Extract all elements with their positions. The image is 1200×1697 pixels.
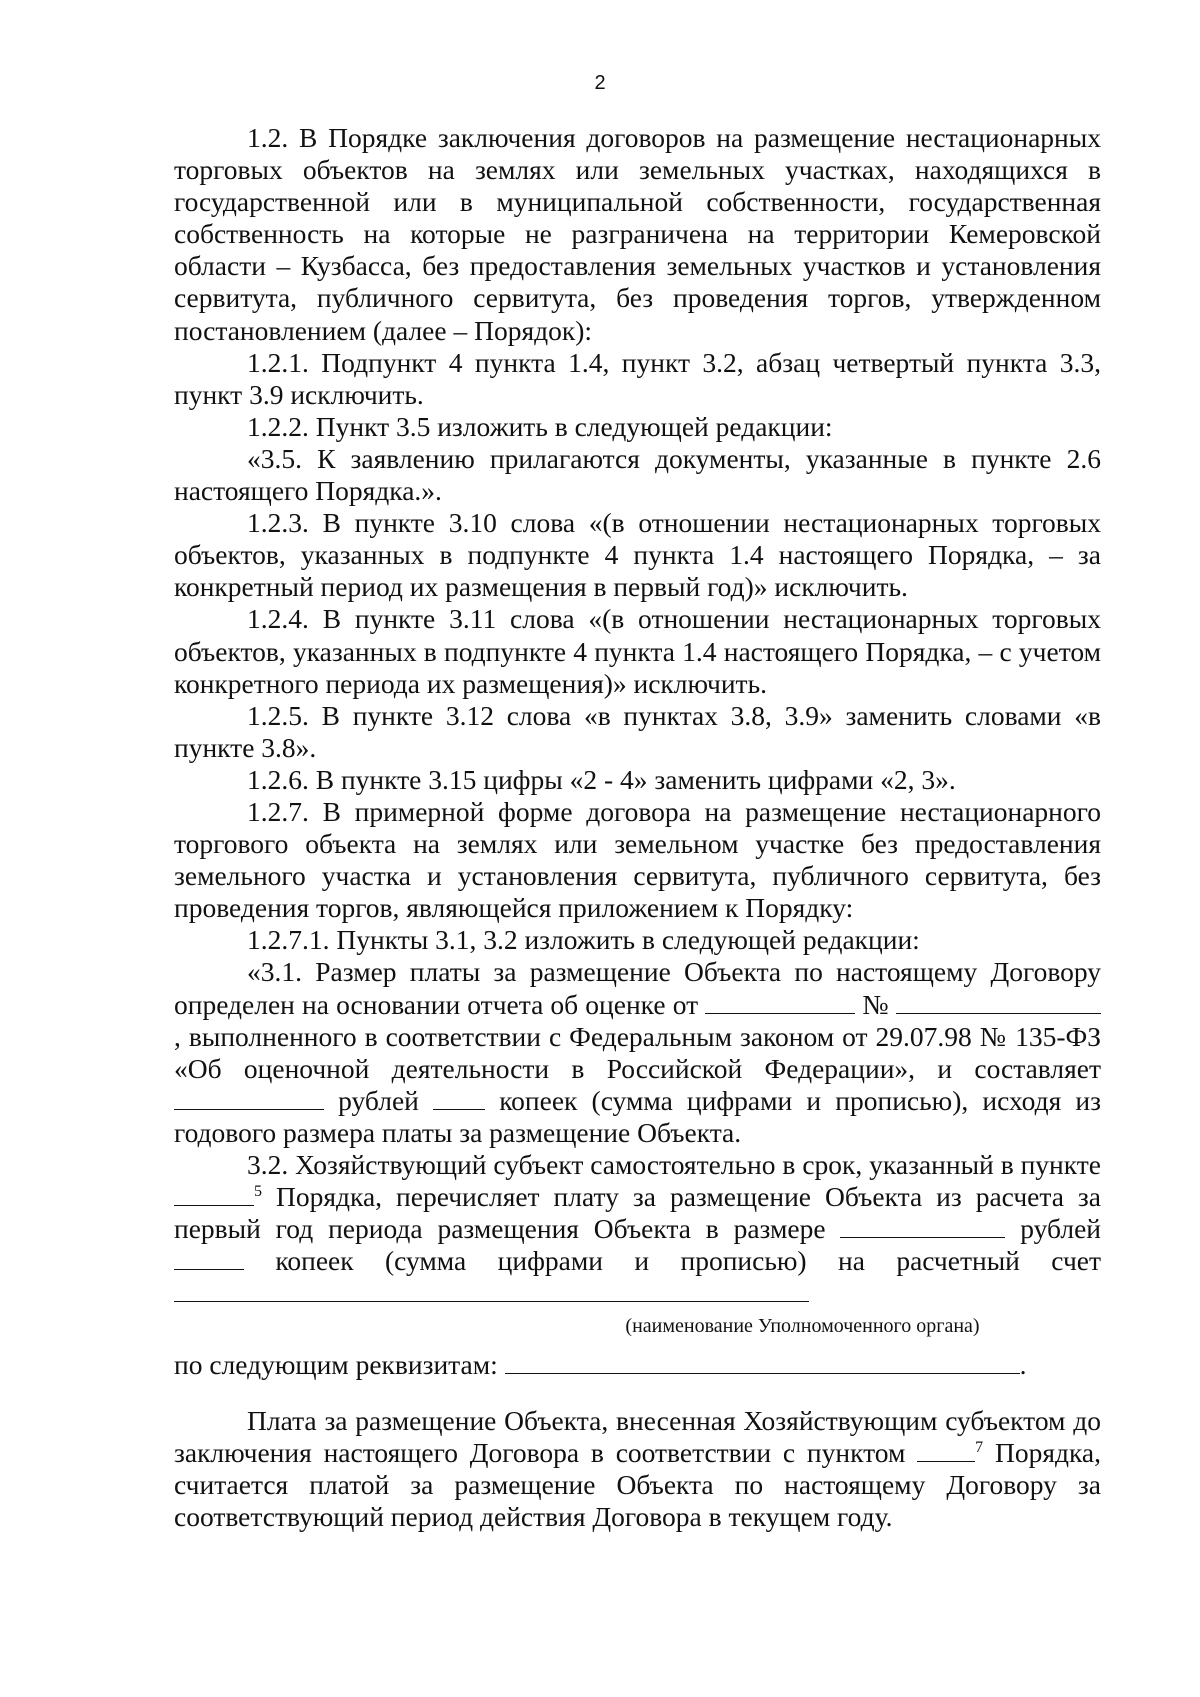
clause-3-2-text-2: Порядка, перечисляет плату за размещение Объекта из расчета за первый год периода размещения Объекта в размере [174, 1181, 1101, 1245]
requisites-label: по следующим реквизитам: [174, 1349, 498, 1381]
paragraph-1-2-7-1: 1.2.7.1. Пункты 3.1, 3.2 изложить в следующей редакции: [247, 924, 920, 956]
paragraph-1-2-6: 1.2.6. В пункте 3.15 цифры «2 - 4» заменить цифрами «2, 3». [247, 763, 956, 795]
document-body [174, 122, 1101, 1533]
first-year-rubles-blank[interactable] [840, 1214, 1005, 1238]
first-year-kopecks-blank[interactable] [174, 1246, 244, 1270]
clause-3-1-text-2: , выполненного в соответствии с Федеральным законом от 29.07.98 № 135-ФЗ «Об оценочной деятельности в Российской Федерации», и составляет [174, 1020, 1101, 1084]
paragraph-1-2-5: 1.2.5. В пункте 3.12 слова «в пунктах 3.8, 3.9» заменить словами «в пункте 3.8». [174, 699, 1101, 763]
paragraph-1-2-3: 1.2.3. В пункте 3.10 слова «(в отношении нестационарных торговых объектов, указанных в подпункте 4 пункта 1.4 настоящего Порядка, – за конкретный период их размещения в первый год)» исключить. [174, 507, 1101, 603]
account-blank[interactable] [174, 1278, 809, 1302]
final-text-2: Порядка, считается платой за размещение Объекта по настоящему Договору за соответствующий период действия Договора в текущем году. [174, 1436, 1102, 1532]
paragraph-1-2-4: 1.2.4. В пункте 3.11 слова «(в отношении нестационарных торговых объектов, указанных в подпункте 4 пункта 1.4 настоящего Порядка, – с учетом конкретного периода их размещения)» исключить. [174, 603, 1101, 699]
footnote-5: 5 [254, 1182, 262, 1200]
final-text-1: Плата за размещение Объекта, внесенная Хозяйствующим субъектом до заключения настоящего Договора в соответствии с пунктом [174, 1404, 1101, 1468]
rubles-amount-blank[interactable] [174, 1086, 324, 1110]
requisites-period: . [1019, 1349, 1027, 1381]
clause-3-2-text-3: копеек (сумма цифрами и прописью) на расчетный счет [275, 1245, 1102, 1277]
paragraph-1-2-7: 1.2.7. В примерной форме договора на размещение нестационарного торгового объекта на землях или земельном участке без предоставления земельного участка и установления сервитута, публичного сервитута, без проведения торгов, являющейся приложением к Порядку: [174, 795, 1101, 924]
clause-3-1 [174, 956, 1101, 1149]
paragraph-1-2-2: 1.2.2. Пункт 3.5 изложить в следующей редакции: [247, 410, 833, 442]
final-paragraph [174, 1405, 1101, 1533]
clause-point-blank[interactable] [174, 1182, 254, 1206]
spacer [174, 1382, 1101, 1405]
report-number-blank[interactable] [896, 990, 1101, 1014]
paragraph-1-2-1: 1.2.1. Подпункт 4 пункта 1.4, пункт 3.2, абзац четвертый пункта 3.3, пункт 3.9 исключить. [174, 346, 1101, 410]
requisites-blank[interactable] [505, 1350, 1020, 1374]
clause-3-2-rubles-label: рублей [1020, 1213, 1102, 1245]
account-caption: (наименование Уполномоченного органа) [625, 1315, 980, 1338]
final-point-blank[interactable] [917, 1438, 975, 1462]
clause-3-1-number-sign: № [862, 988, 889, 1020]
clause-3-2 [174, 1149, 1101, 1309]
paragraph-quote-3-5: «3.5. К заявлению прилагаются документы, указанные в пункте 2.6 настоящего Порядка.». [174, 442, 1101, 507]
clause-3-2-text-1: 3.2. Хозяйствующий субъект самостоятельно в срок, указанный в пункте [247, 1149, 1101, 1180]
page-number: 2 [594, 72, 606, 94]
requisites-line [174, 1349, 1101, 1381]
clause-3-1-rubles-label: рублей [338, 1084, 419, 1116]
footnote-7: 7 [975, 1438, 984, 1456]
kopecks-amount-blank[interactable] [433, 1086, 485, 1110]
clause-3-1-text-1: «3.1. Размер платы за размещение Объекта по настоящему Договору определен на основании отчета об оценке от [174, 956, 1101, 1020]
report-date-blank[interactable] [705, 990, 855, 1014]
paragraph-1-2: 1.2. В Порядке заключения договоров на размещение нестационарных торговых объектов на землях или земельных участках, находящихся в государственной или в муниципальной собственности, государственная собственность на которые не разграничена на территории Кемеровской области – Кузбасса, без предоставления земельных участков и установления сервитута, публичного сервитута, без проведения торгов, утвержденном постановлением (далее – Порядок): [174, 122, 1101, 346]
clause-3-1-text-3: копеек (сумма цифрами и прописью), исходя из годового размера платы за размещение Объекта. [174, 1084, 1102, 1148]
